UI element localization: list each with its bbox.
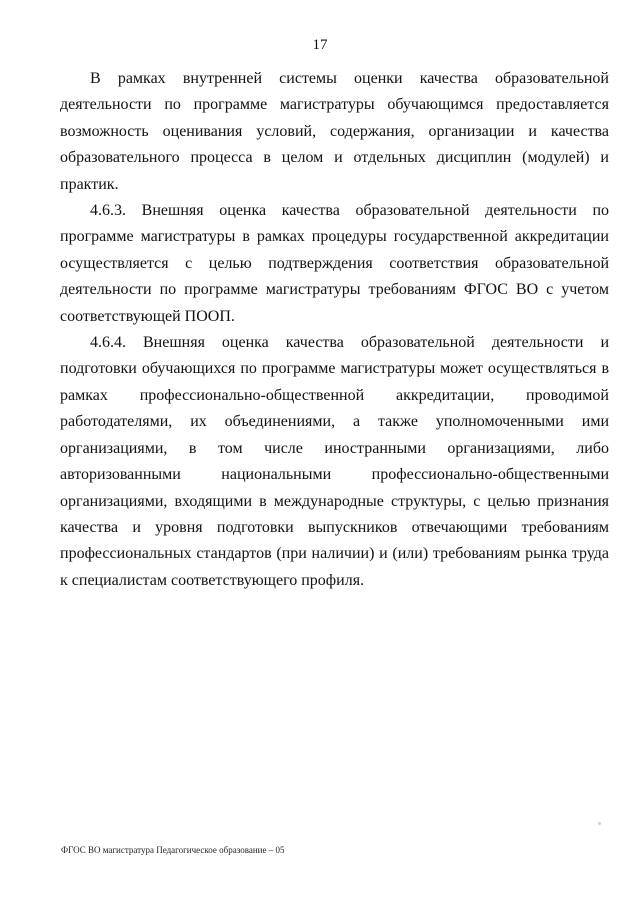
body-text xyxy=(60,66,609,594)
paragraph-internal-assessment: В рамках внутренней системы оценки качества образовательной деятельности по программе магистратуры обучающимся предоставляется возможность оценивания условий, содержания, организации и качества образовательного процесса в целом и отдельных дисциплин (модулей) и практик. xyxy=(60,70,609,193)
page-footer: ФГОС ВО магистратура Педагогическое образование – 05 xyxy=(61,845,285,855)
paragraph-4-6-4: 4.6.4. Внешняя оценка качества образовательной деятельности и подготовки обучающихся по программе магистратуры может осуществляться в рамках профессионально-общественной аккредитации, проводимой работодателями, их объединениями, а также уполномоченными ими организациями, в том числе иностранными организациями, либо авторизованными национальными профессионально-общественными организациями, входящими в международные структуры, с целью признания качества и уровня подготовки выпускников отвечающими требованиям профессиональных стандартов (при наличии) и (или) требованиям рынка труда к специалистам соответствующего профиля. xyxy=(60,334,609,589)
page-number: 17 xyxy=(312,37,328,53)
paragraph-4-6-3: 4.6.3. Внешняя оценка качества образовательной деятельности по программе магистратуры в рамках процедуры государственной аккредитации осуществляется с целью подтверждения соответствия образовательной деятельности по программе магистратуры требованиям ФГОС ВО с учетом соответствующей ПООП. xyxy=(60,202,609,325)
scan-speck xyxy=(598,822,601,825)
